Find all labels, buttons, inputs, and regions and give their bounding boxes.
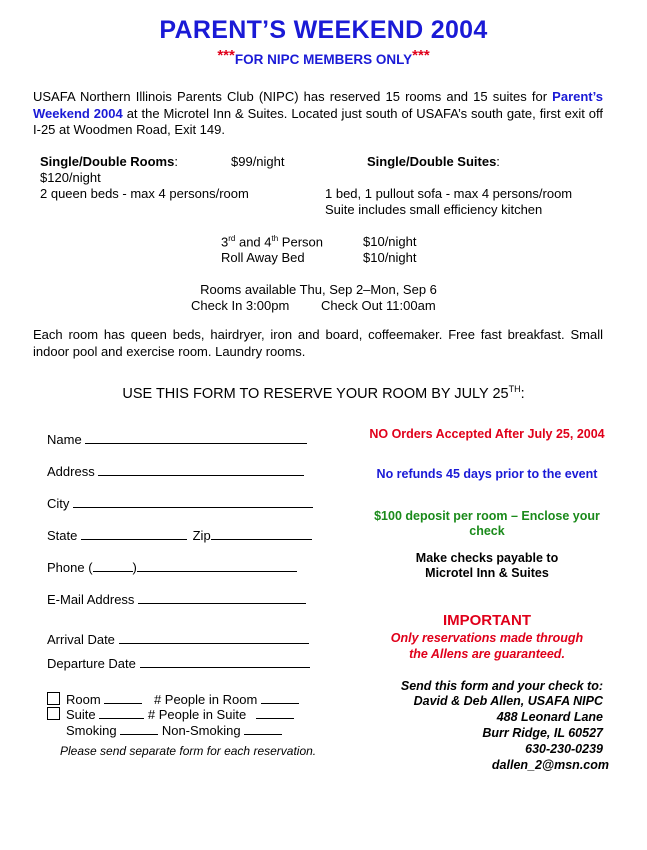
suite-checkbox[interactable] [47,707,60,720]
email-field[interactable] [47,591,306,607]
departure-field[interactable] [47,655,310,671]
availability-dates: Rooms available Thu, Sep 2–Mon, Sep 6 [200,282,437,297]
suites-description-1: 1 bed, 1 pullout sofa - max 4 persons/room [325,186,573,201]
phone-number-line[interactable] [137,559,297,572]
no-orders-notice: NO Orders Accepted After July 25, 2004 [369,427,605,441]
address-field[interactable] [47,463,304,479]
name-line[interactable] [85,431,307,444]
room-count-line[interactable] [104,691,142,704]
payable-line-1: Make checks payable to [415,551,559,565]
send-name: David & Deb Allen, USAFA NIPC [413,694,603,708]
nonsmoking-line[interactable] [244,722,282,735]
smoking-option[interactable] [66,722,282,738]
checkin-time: Check In 3:00pm [191,298,290,313]
arrival-field[interactable] [47,631,309,647]
extra-person-price: $10/night [363,234,417,249]
name-label: Name [47,432,82,447]
suite-label: Suite [66,707,96,722]
important-text-2: the Allens are guaranteed. [409,647,565,661]
arrival-line[interactable] [119,631,309,644]
suite-count-line[interactable] [99,706,144,719]
deposit-notice: $100 deposit per room – Enclose your check [374,509,600,538]
checkout-time: Check Out 11:00am [321,298,436,313]
stars-left: *** [217,47,235,64]
city-label: City [47,496,70,511]
send-street: 488 Leonard Lane [496,710,603,724]
people-suite-label: # People in Suite [147,707,247,722]
email-label: E-Mail Address [47,592,135,607]
address-line[interactable] [98,463,304,476]
send-phone: 630-230-0239 [525,742,603,756]
departure-line[interactable] [140,655,310,668]
city-field[interactable] [47,495,313,511]
room-checkbox[interactable] [47,692,60,705]
payable-line-2: Microtel Inn & Suites [425,566,549,580]
important-text-1: Only reservations made through [390,631,584,645]
rollaway-label: Roll Away Bed [221,250,305,265]
rooms-description: 2 queen beds - max 4 persons/room [40,186,249,201]
subtitle-text: FOR NIPC MEMBERS ONLY [234,52,413,67]
intro-event-name: Parent’s Weekend 2004 [33,89,603,121]
suites-label: Single/Double Suites: [367,154,500,169]
send-city: Burr Ridge, IL 60527 [482,726,603,740]
suites-description-2: Suite includes small efficiency kitchen [325,202,543,217]
send-instruction: Send this form and your check to: [400,679,603,693]
amenities-paragraph: Each room has queen beds, hairdryer, iron and board, coffeemaker. Free fast breakfast. Small indoor pool and exercise room. Laundry rooms. [33,327,603,359]
form-note: Please send separate form for each reservation. [60,744,317,758]
zip-label: Zip [192,528,211,543]
departure-label: Departure Date [47,656,136,671]
state-label: State [47,528,78,543]
intro-text-2: at the Microtel Inn & Suites. Located just south of USAFA’s south gate, first exit off I-25 at Woodmen Road, Exit 149. [33,105,603,137]
intro-text-1: USAFA Northern Illinois Parents Club (NIPC) has reserved 15 rooms and 15 suites for [33,89,548,104]
email-line[interactable] [138,591,306,604]
rooms-price: $99/night [231,154,285,169]
mailing-address [370,679,609,779]
smoking-line[interactable] [120,722,158,735]
people-room-label: # People in Room [153,692,258,707]
suite-option[interactable] [47,706,294,722]
no-refunds-notice: No refunds 45 days prior to the event [376,467,598,481]
phone-area-line[interactable] [93,559,133,572]
city-line[interactable] [73,495,313,508]
phone-field[interactable]: Phone ( ) [47,559,297,575]
address-label: Address [47,464,95,479]
suites-price: $120/night [40,170,101,185]
nonsmoking-label: Non-Smoking [161,723,241,738]
page-title: PARENT’S WEEKEND 2004 [159,16,488,44]
stars-right: *** [412,47,430,64]
smoking-label: Smoking [66,723,117,738]
intro-paragraph [33,89,603,139]
name-field[interactable] [47,431,307,447]
state-line[interactable] [81,527,187,540]
people-room-line[interactable] [261,691,299,704]
room-option[interactable] [47,691,299,707]
people-suite-line[interactable] [256,706,294,719]
page-subtitle [0,47,647,68]
arrival-label: Arrival Date [47,632,115,647]
send-email[interactable]: dallen_2@msn.com [491,758,609,772]
room-label: Room [66,692,101,707]
state-zip-field[interactable] [47,527,312,543]
zip-line[interactable] [211,527,312,540]
rollaway-price: $10/night [363,250,417,265]
rooms-label: Single/Double Rooms: [40,154,178,169]
form-heading: USE THIS FORM TO RESERVE YOUR ROOM BY JULY 25TH: [122,384,525,402]
phone-label: Phone ( [47,560,93,575]
important-heading: IMPORTANT [442,612,532,629]
extra-person-label: 3rd and 4th Person [221,234,323,250]
